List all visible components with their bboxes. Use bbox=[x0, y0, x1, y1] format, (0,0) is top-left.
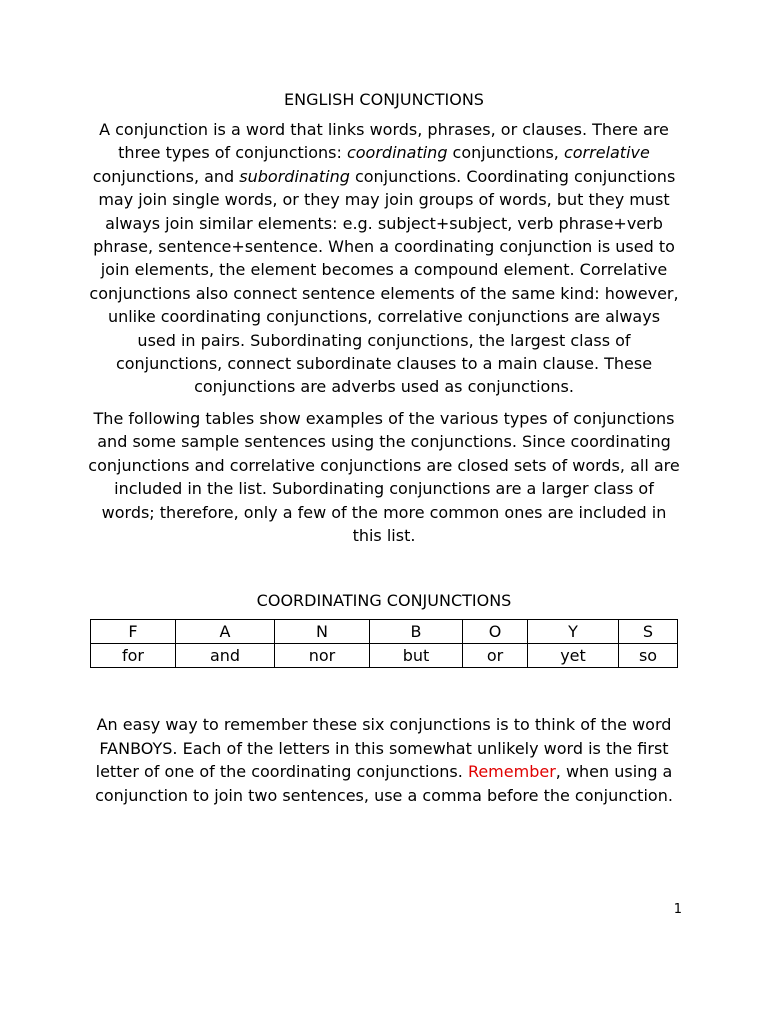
coordinating-section-title: COORDINATING CONJUNCTIONS bbox=[256, 591, 512, 611]
words-row bbox=[91, 644, 678, 668]
subordinating-term: subordinating bbox=[239, 166, 350, 186]
fanboys-paragraph bbox=[88, 713, 680, 807]
remember-highlight: Remember bbox=[467, 762, 556, 782]
word-cell: nor bbox=[275, 644, 370, 668]
word-cell: for bbox=[91, 644, 176, 668]
tables-paragraph: The following tables show examples of the various types of conjunctions and some sample sentences using the conjunctions. Since coordinating conjunctions and correlative conjunctions are closed sets of words, all are included in the list. Subordinating conjunctions are a larger class of words; therefore, only a few of the more common ones are included in this list. bbox=[88, 408, 680, 545]
letter-cell: Y bbox=[528, 620, 619, 644]
word-cell: or bbox=[463, 644, 528, 668]
letter-cell: A bbox=[176, 620, 275, 644]
fanboys-table bbox=[90, 619, 678, 668]
letters-row bbox=[91, 620, 678, 644]
coordinating-term: coordinating bbox=[346, 143, 448, 163]
word-cell: and bbox=[176, 644, 275, 668]
letter-cell: B bbox=[370, 620, 463, 644]
intro-paragraph bbox=[88, 118, 680, 399]
letter-cell: O bbox=[463, 620, 528, 644]
document-page bbox=[88, 88, 680, 815]
word-cell: but bbox=[370, 644, 463, 668]
letter-cell: S bbox=[619, 620, 678, 644]
intro-text-3: conjunctions, and bbox=[92, 166, 240, 186]
fanboys-text-2: , when using a conjunction to join two sentences, use a comma before the conjunction. bbox=[95, 762, 673, 805]
word-cell: yet bbox=[528, 644, 619, 668]
letter-cell: F bbox=[91, 620, 176, 644]
correlative-term: correlative bbox=[563, 143, 650, 163]
document-title: ENGLISH CONJUNCTIONS bbox=[284, 90, 484, 109]
fanboys-text-1: An easy way to remember these six conjunctions is to think of the word FANBOYS. Each of the letters in this somewhat unlikely word is the first letter of one of the coordinating conjunctions. bbox=[95, 715, 672, 782]
word-cell: so bbox=[619, 644, 678, 668]
intro-text-2: conjunctions, bbox=[447, 143, 564, 163]
letter-cell: N bbox=[275, 620, 370, 644]
intro-text-4: conjunctions. Coordinating conjunctions may join single words, or they may join groups of words, but they must always join similar elements: e.g. subject+subject, verb phrase+verb phrase, sentence+sentence. When a coordinating conjunction is used to join elements, the element becomes a compound element. Correlative conjunctions also connect sentence elements of the same kind: however, unlike coordinating conjunctions, correlative conjunctions are always used in pairs. Subordinating conjunctions, the largest class of conjunctions, connect subordinate clauses to a main clause. These conjunctions are adverbs used as conjunctions. bbox=[89, 166, 679, 397]
page-number: 1 bbox=[673, 902, 682, 917]
intro-text-1: A conjunction is a word that links words, phrases, or clauses. There are three types of conjunctions: bbox=[99, 120, 669, 163]
